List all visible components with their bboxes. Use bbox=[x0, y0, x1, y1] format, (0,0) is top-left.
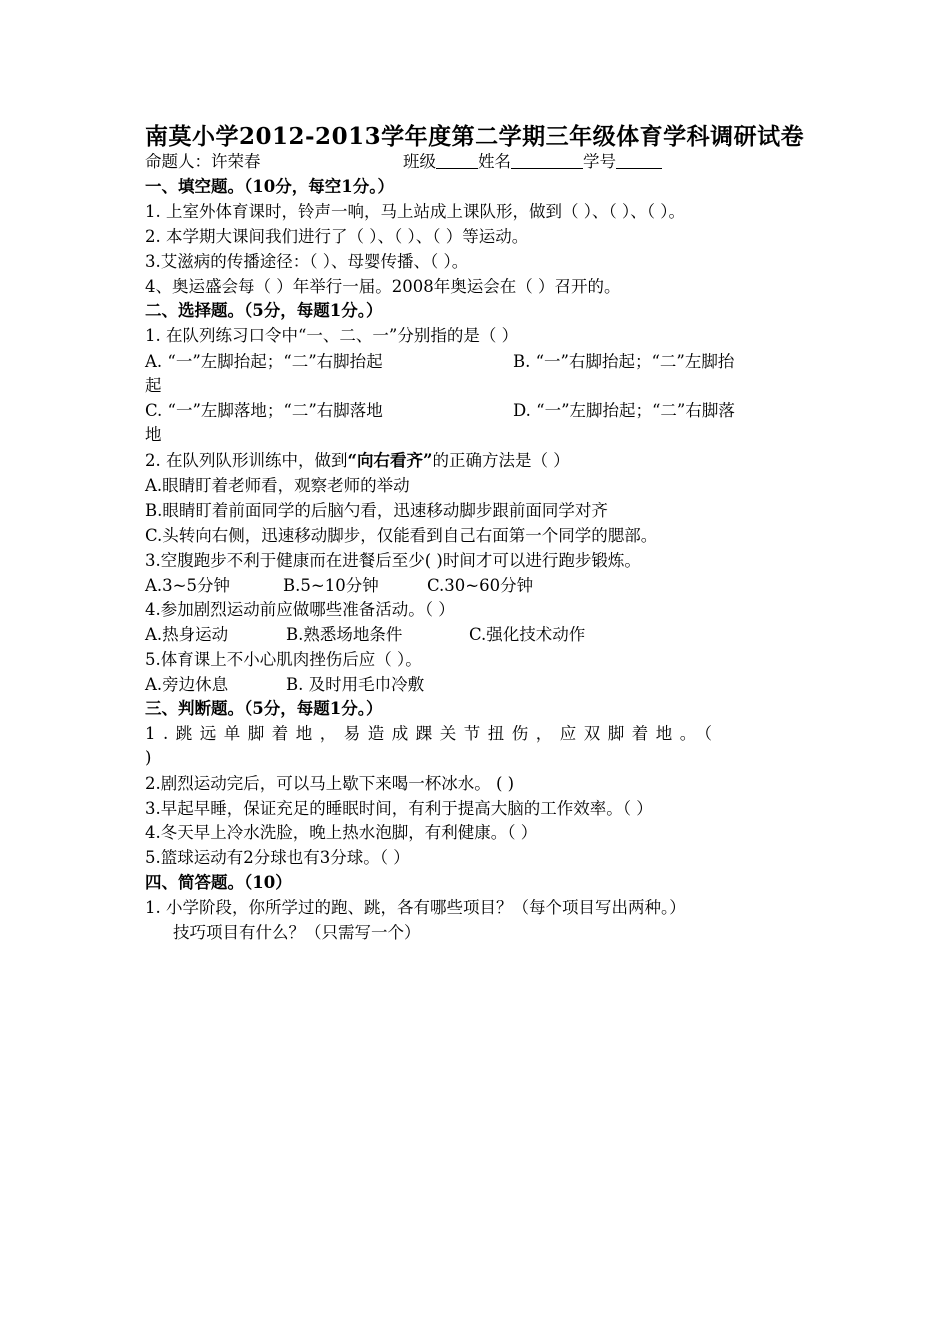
number-label: 学号 bbox=[583, 152, 616, 171]
s2-q2-post: 的正确方法是（ ） bbox=[432, 451, 570, 470]
s3-question-3: 3.早起早睡，保证充足的睡眠时间，有利于提高大脑的工作效率。（ ） bbox=[145, 799, 653, 818]
s2-q4-option-a: A.热身运动 bbox=[145, 625, 229, 644]
section4-heading: 四、简答题。（10） bbox=[145, 873, 292, 892]
s3-question-1: 1.跳远单脚着地，易造成踝关节扭伤，应双脚着地。（ bbox=[145, 724, 720, 743]
s2-q2-option-a: A.眼睛盯着老师看，观察老师的举动 bbox=[145, 476, 410, 495]
s2-question-5: 5.体育课上不小心肌肉挫伤后应（ ）。 bbox=[145, 650, 422, 669]
section1-heading: 一、填空题。（10分，每空1分。） bbox=[145, 177, 394, 196]
header-line bbox=[145, 151, 616, 173]
s1-question-1: 1. 上室外体育课时，铃声一响，马上站成上课队形，做到（ ）、（ ）、（ ）。 bbox=[145, 202, 685, 221]
class-label: 班级 bbox=[403, 152, 436, 171]
s2-q5-option-a: A.旁边休息 bbox=[145, 675, 229, 694]
section2-heading: 二、选择题。（5分，每题1分。） bbox=[145, 301, 383, 320]
s2-q3-option-a: A.3~5分钟 bbox=[145, 576, 230, 595]
s2-question-3: 3.空腹跑步不利于健康而在进餐后至少( )时间才可以进行跑步锻炼。 bbox=[145, 551, 641, 570]
author-label: 命题人：许荣春 bbox=[145, 152, 261, 171]
s3-question-5: 5.篮球运动有2分球也有3分球。（ ） bbox=[145, 848, 410, 867]
s2-q2-option-b: B.眼睛盯着前面同学的后脑勺看，迅速移动脚步跟前面同学对齐 bbox=[145, 501, 608, 520]
s4-question-1-cont: 技巧项目有什么？（只需写一个） bbox=[173, 923, 421, 942]
s2-question-1: 1. 在队列练习口令中“一、二、一”分别指的是（ ） bbox=[145, 326, 519, 345]
s2-q4-option-b: B.熟悉场地条件 bbox=[286, 625, 403, 644]
s2-question-4: 4.参加剧烈运动前应做哪些准备活动。（ ） bbox=[145, 600, 455, 619]
s1-question-3: 3.艾滋病的传播途径：（ ）、母婴传播、（ ）。 bbox=[145, 252, 469, 271]
s3-question-4: 4.冬天早上冷水洗脸，晚上热水泡脚，有利健康。（ ） bbox=[145, 823, 538, 842]
number-blank[interactable] bbox=[616, 152, 662, 169]
name-blank[interactable] bbox=[511, 152, 583, 169]
s2-q2-emphasis: “向右看齐” bbox=[347, 451, 433, 470]
s2-q1-option-b-cont: 起 bbox=[145, 376, 162, 395]
s2-q1-option-c: C. “一”左脚落地；“二”右脚落地 bbox=[145, 401, 383, 420]
s2-question-2 bbox=[145, 450, 570, 472]
s2-q1-option-b: B. “一”右脚抬起；“二”左脚抬 bbox=[513, 352, 735, 371]
s1-question-2: 2. 本学期大课间我们进行了（ ）、（ ）、（ ）等运动。 bbox=[145, 227, 529, 246]
class-blank[interactable] bbox=[436, 152, 478, 169]
name-label: 姓名 bbox=[478, 152, 511, 171]
s1-question-4: 4、奥运盛会每（ ）年举行一届。2008年奥运会在（ ）召开的。 bbox=[145, 277, 621, 296]
s2-q4-option-c: C.强化技术动作 bbox=[469, 625, 586, 644]
s2-q2-option-c: C.头转向右侧，迅速移动脚步，仅能看到自己右面第一个同学的腮部。 bbox=[145, 526, 658, 545]
section3-heading: 三、判断题。（5分，每题1分。） bbox=[145, 699, 383, 718]
s2-q3-option-b: B.5~10分钟 bbox=[283, 576, 379, 595]
s3-question-2: 2.剧烈运动完后，可以马上歇下来喝一杯冰水。 ( ) bbox=[145, 774, 515, 793]
s3-question-1-cont: ) bbox=[145, 748, 152, 767]
s2-q1-option-a: A. “一”左脚抬起；“二”右脚抬起 bbox=[145, 352, 383, 371]
exam-title: 南莫小学2012-2013学年度第二学期三年级体育学科调研试卷 bbox=[145, 123, 805, 150]
s2-q1-option-d: D. “一”左脚抬起；“二”右脚落 bbox=[513, 401, 735, 420]
s2-q5-option-b: B. 及时用毛巾冷敷 bbox=[286, 675, 425, 694]
s4-question-1: 1. 小学阶段，你所学过的跑、跳，各有哪些项目？（每个项目写出两种。） bbox=[145, 898, 686, 917]
s2-q2-pre: 2. 在队列队形训练中，做到 bbox=[145, 451, 348, 470]
s2-q3-option-c: C.30~60分钟 bbox=[427, 576, 534, 595]
class-field[interactable] bbox=[403, 151, 662, 173]
s2-q1-option-d-cont: 地 bbox=[145, 425, 162, 444]
